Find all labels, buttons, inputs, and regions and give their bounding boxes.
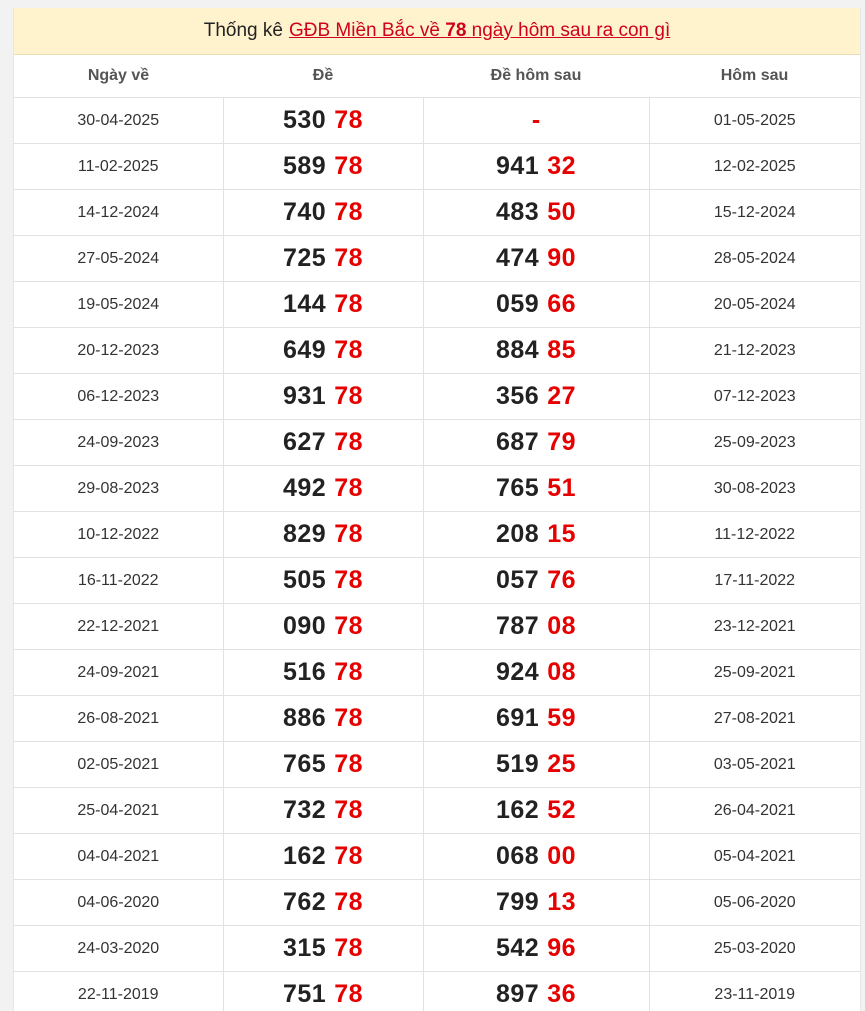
table-row bbox=[14, 558, 860, 604]
next-de-prefix: 059 bbox=[495, 290, 540, 318]
de-prefix: 627 bbox=[282, 428, 327, 456]
next-de-prefix: 765 bbox=[495, 474, 540, 502]
title-link[interactable] bbox=[289, 20, 670, 42]
de-tail: 78 bbox=[334, 382, 364, 410]
next-de-tail: 25 bbox=[547, 750, 577, 778]
next-de-prefix: 519 bbox=[495, 750, 540, 778]
cell-date: 10-12-2022 bbox=[14, 512, 223, 558]
cell-next-date: 05-04-2021 bbox=[649, 834, 860, 880]
cell-date: 24-09-2023 bbox=[14, 420, 223, 466]
cell-next-date: 20-05-2024 bbox=[649, 282, 860, 328]
de-prefix: 829 bbox=[282, 520, 327, 548]
cell-next-date: 15-12-2024 bbox=[649, 190, 860, 236]
de-tail: 78 bbox=[334, 566, 364, 594]
next-de-prefix: 897 bbox=[495, 980, 540, 1008]
table-row bbox=[14, 420, 860, 466]
next-de-tail: 52 bbox=[547, 796, 577, 824]
cell-de bbox=[223, 328, 423, 374]
next-de-tail: 08 bbox=[547, 658, 577, 686]
cell-next-date: 21-12-2023 bbox=[649, 328, 860, 374]
table-row bbox=[14, 374, 860, 420]
table-row bbox=[14, 190, 860, 236]
next-de-prefix: 687 bbox=[495, 428, 540, 456]
next-de-tail: 36 bbox=[547, 980, 577, 1008]
table-row bbox=[14, 926, 860, 972]
de-tail: 78 bbox=[334, 290, 364, 318]
cell-next-date: 05-06-2020 bbox=[649, 880, 860, 926]
next-de-prefix: 924 bbox=[495, 658, 540, 686]
table-row bbox=[14, 328, 860, 374]
cell-date: 22-11-2019 bbox=[14, 972, 223, 1011]
next-de-tail: 08 bbox=[547, 612, 577, 640]
next-de-prefix: 162 bbox=[495, 796, 540, 824]
cell-date: 14-12-2024 bbox=[14, 190, 223, 236]
de-tail: 78 bbox=[334, 796, 364, 824]
next-de-tail: 13 bbox=[547, 888, 577, 916]
cell-de bbox=[223, 880, 423, 926]
table-row bbox=[14, 144, 860, 190]
cell-next-de bbox=[423, 466, 649, 512]
de-tail: 78 bbox=[334, 704, 364, 732]
next-de-prefix: 208 bbox=[495, 520, 540, 548]
next-de-tail: 79 bbox=[547, 428, 577, 456]
cell-next-date: 23-11-2019 bbox=[649, 972, 860, 1011]
cell-next-de bbox=[423, 374, 649, 420]
de-tail: 78 bbox=[334, 474, 364, 502]
col-header-next-date: Hôm sau bbox=[649, 55, 860, 98]
de-prefix: 762 bbox=[282, 888, 327, 916]
next-de-tail: 59 bbox=[547, 704, 577, 732]
cell-next-de bbox=[423, 282, 649, 328]
table-row bbox=[14, 742, 860, 788]
de-prefix: 530 bbox=[282, 106, 327, 134]
table-row bbox=[14, 788, 860, 834]
next-de-prefix: 057 bbox=[495, 566, 540, 594]
de-tail: 78 bbox=[334, 888, 364, 916]
table-row bbox=[14, 512, 860, 558]
de-prefix: 725 bbox=[282, 244, 327, 272]
col-header-date: Ngày về bbox=[14, 55, 223, 98]
table-body bbox=[14, 98, 860, 1011]
de-tail: 78 bbox=[334, 336, 364, 364]
next-de-tail: 50 bbox=[547, 198, 577, 226]
cell-date: 16-11-2022 bbox=[14, 558, 223, 604]
table-header-row bbox=[14, 55, 860, 98]
table-row bbox=[14, 834, 860, 880]
de-prefix: 589 bbox=[282, 152, 327, 180]
cell-next-de bbox=[423, 926, 649, 972]
cell-de bbox=[223, 696, 423, 742]
cell-de bbox=[223, 98, 423, 144]
cell-de bbox=[223, 282, 423, 328]
cell-next-date: 26-04-2021 bbox=[649, 788, 860, 834]
next-de-tail: 15 bbox=[547, 520, 577, 548]
next-de-prefix: 799 bbox=[495, 888, 540, 916]
table-row bbox=[14, 282, 860, 328]
cell-date: 04-04-2021 bbox=[14, 834, 223, 880]
de-prefix: 505 bbox=[282, 566, 327, 594]
cell-next-de bbox=[423, 834, 649, 880]
next-de-tail: 32 bbox=[547, 152, 577, 180]
de-prefix: 751 bbox=[282, 980, 327, 1008]
cell-de bbox=[223, 236, 423, 282]
de-tail: 78 bbox=[334, 750, 364, 778]
next-de-prefix: 483 bbox=[495, 198, 540, 226]
title-link-post: ngày hôm sau ra con gì bbox=[471, 20, 671, 41]
cell-date: 20-12-2023 bbox=[14, 328, 223, 374]
cell-date: 02-05-2021 bbox=[14, 742, 223, 788]
page-title bbox=[14, 8, 860, 55]
next-de-tail: 00 bbox=[547, 842, 577, 870]
cell-de bbox=[223, 466, 423, 512]
cell-next-de bbox=[423, 604, 649, 650]
cell-next-de bbox=[423, 558, 649, 604]
next-de-prefix: 474 bbox=[495, 244, 540, 272]
de-prefix: 162 bbox=[282, 842, 327, 870]
col-header-de: Đề bbox=[223, 55, 423, 98]
cell-next-de bbox=[423, 190, 649, 236]
title-link-number: 78 bbox=[445, 20, 467, 41]
cell-de bbox=[223, 834, 423, 880]
results-table bbox=[14, 55, 860, 1011]
de-prefix: 732 bbox=[282, 796, 327, 824]
cell-de bbox=[223, 972, 423, 1011]
de-tail: 78 bbox=[334, 842, 364, 870]
next-de-tail: 51 bbox=[547, 474, 577, 502]
cell-next-de bbox=[423, 742, 649, 788]
next-de-tail: 96 bbox=[547, 934, 577, 962]
cell-next-date: 12-02-2025 bbox=[649, 144, 860, 190]
de-tail: 78 bbox=[334, 244, 364, 272]
cell-de bbox=[223, 420, 423, 466]
de-tail: 78 bbox=[334, 934, 364, 962]
de-prefix: 765 bbox=[282, 750, 327, 778]
cell-date: 24-03-2020 bbox=[14, 926, 223, 972]
next-de-prefix: 691 bbox=[495, 704, 540, 732]
cell-next-date: 11-12-2022 bbox=[649, 512, 860, 558]
no-result-dash: - bbox=[531, 106, 541, 134]
de-prefix: 144 bbox=[282, 290, 327, 318]
cell-next-date: 25-09-2023 bbox=[649, 420, 860, 466]
de-tail: 78 bbox=[334, 428, 364, 456]
table-row bbox=[14, 972, 860, 1011]
next-de-tail: 27 bbox=[547, 382, 577, 410]
next-de-prefix: 787 bbox=[495, 612, 540, 640]
next-de-tail: 66 bbox=[547, 290, 577, 318]
cell-date: 26-08-2021 bbox=[14, 696, 223, 742]
cell-next-date: 23-12-2021 bbox=[649, 604, 860, 650]
de-prefix: 886 bbox=[282, 704, 327, 732]
table-row bbox=[14, 236, 860, 282]
cell-next-date: 27-08-2021 bbox=[649, 696, 860, 742]
cell-next-date: 25-09-2021 bbox=[649, 650, 860, 696]
next-de-tail: 85 bbox=[547, 336, 577, 364]
table-row bbox=[14, 604, 860, 650]
cell-date: 22-12-2021 bbox=[14, 604, 223, 650]
cell-de bbox=[223, 926, 423, 972]
cell-date: 04-06-2020 bbox=[14, 880, 223, 926]
cell-de bbox=[223, 742, 423, 788]
cell-next-de bbox=[423, 512, 649, 558]
cell-next-date: 30-08-2023 bbox=[649, 466, 860, 512]
cell-date: 11-02-2025 bbox=[14, 144, 223, 190]
stats-panel bbox=[13, 8, 861, 1011]
cell-date: 29-08-2023 bbox=[14, 466, 223, 512]
col-header-next-de: Đề hôm sau bbox=[423, 55, 649, 98]
cell-next-de bbox=[423, 696, 649, 742]
cell-next-de bbox=[423, 972, 649, 1011]
table-row bbox=[14, 880, 860, 926]
cell-next-date: 01-05-2025 bbox=[649, 98, 860, 144]
cell-date: 19-05-2024 bbox=[14, 282, 223, 328]
cell-next-date: 17-11-2022 bbox=[649, 558, 860, 604]
de-prefix: 649 bbox=[282, 336, 327, 364]
next-de-prefix: 356 bbox=[495, 382, 540, 410]
de-prefix: 315 bbox=[282, 934, 327, 962]
de-tail: 78 bbox=[334, 198, 364, 226]
cell-date: 24-09-2021 bbox=[14, 650, 223, 696]
title-prefix: Thống kê bbox=[203, 20, 283, 41]
cell-next-de bbox=[423, 650, 649, 696]
cell-date: 27-05-2024 bbox=[14, 236, 223, 282]
cell-next-de bbox=[423, 420, 649, 466]
table-row bbox=[14, 466, 860, 512]
de-prefix: 516 bbox=[282, 658, 327, 686]
de-tail: 78 bbox=[334, 980, 364, 1008]
next-de-prefix: 884 bbox=[495, 336, 540, 364]
cell-date: 06-12-2023 bbox=[14, 374, 223, 420]
cell-date: 25-04-2021 bbox=[14, 788, 223, 834]
de-tail: 78 bbox=[334, 152, 364, 180]
cell-next-de bbox=[423, 880, 649, 926]
cell-next-de bbox=[423, 788, 649, 834]
cell-de bbox=[223, 512, 423, 558]
next-de-tail: 76 bbox=[547, 566, 577, 594]
de-tail: 78 bbox=[334, 612, 364, 640]
cell-next-de bbox=[423, 144, 649, 190]
cell-de bbox=[223, 650, 423, 696]
table-row bbox=[14, 696, 860, 742]
cell-next-date: 07-12-2023 bbox=[649, 374, 860, 420]
de-tail: 78 bbox=[334, 106, 364, 134]
de-prefix: 931 bbox=[282, 382, 327, 410]
table-row bbox=[14, 650, 860, 696]
de-tail: 78 bbox=[334, 520, 364, 548]
table-row bbox=[14, 98, 860, 144]
cell-de bbox=[223, 190, 423, 236]
cell-next-date: 28-05-2024 bbox=[649, 236, 860, 282]
de-prefix: 090 bbox=[282, 612, 327, 640]
de-prefix: 492 bbox=[282, 474, 327, 502]
cell-de bbox=[223, 604, 423, 650]
cell-next-date: 25-03-2020 bbox=[649, 926, 860, 972]
cell-de bbox=[223, 374, 423, 420]
cell-date: 30-04-2025 bbox=[14, 98, 223, 144]
cell-next-date: 03-05-2021 bbox=[649, 742, 860, 788]
title-link-pre: GĐB Miền Bắc về bbox=[288, 20, 440, 41]
next-de-prefix: 941 bbox=[495, 152, 540, 180]
next-de-tail: 90 bbox=[547, 244, 577, 272]
de-prefix: 740 bbox=[282, 198, 327, 226]
cell-next-de bbox=[423, 98, 649, 144]
cell-next-de bbox=[423, 328, 649, 374]
next-de-prefix: 068 bbox=[495, 842, 540, 870]
cell-de bbox=[223, 788, 423, 834]
cell-de bbox=[223, 558, 423, 604]
de-tail: 78 bbox=[334, 658, 364, 686]
next-de-prefix: 542 bbox=[495, 934, 540, 962]
cell-de bbox=[223, 144, 423, 190]
cell-next-de bbox=[423, 236, 649, 282]
